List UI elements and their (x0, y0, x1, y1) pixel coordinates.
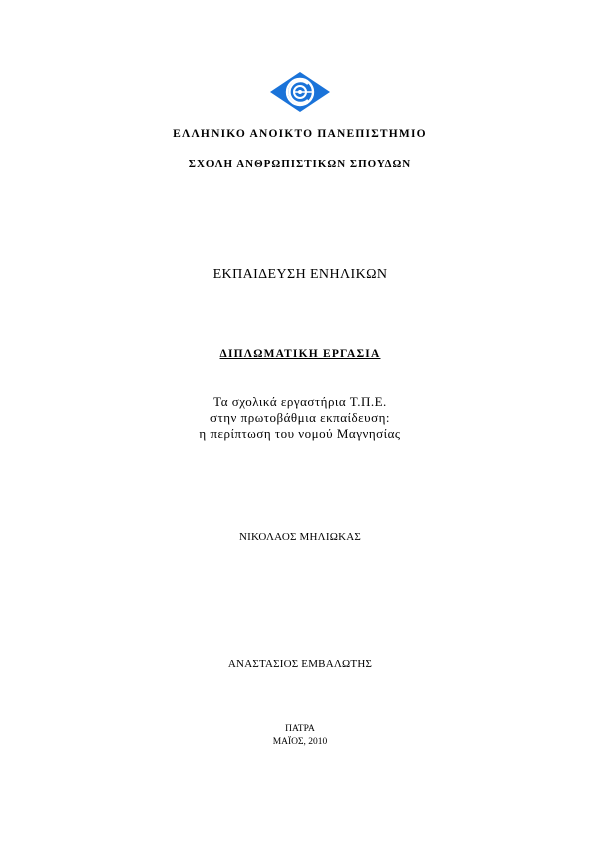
supervisor-name: ΑΝΑΣΤΑΣΙΟΣ ΕΜΒΑΛΩΤΗΣ (227, 658, 373, 670)
date: ΜΑΪΟΣ, 2010 (272, 737, 328, 747)
program-name: ΕΚΠΑΙΔΕΥΣΗ ΕΝΗΛΙΚΩΝ (212, 267, 388, 282)
school-name: ΣΧΟΛΗ ΑΝΘΡΩΠΙΣΤΙΚΩΝ ΣΠΟΥΔΩΝ (188, 158, 412, 170)
university-logo (268, 70, 332, 114)
author-name: ΝΙΚΟΛΑΟΣ ΜΗΛΙΩΚΑΣ (238, 531, 361, 543)
thesis-title (0, 394, 600, 442)
thesis-title-line: Τα σχολικά εργαστήρια Τ.Π.Ε. (213, 394, 387, 409)
thesis-title-line: η περίπτωση του νομού Μαγνησίας (199, 426, 401, 441)
city: ΠΑΤΡΑ (285, 724, 315, 734)
thesis-title-line: στην πρωτοβάθμια εκπαίδευση: (210, 410, 390, 425)
document-type: ΔΙΠΛΩΜΑΤΙΚΗ ΕΡΓΑΣΙΑ (219, 348, 381, 360)
university-name: ΕΛΛΗΝΙΚΟ ΑΝΟΙΚΤΟ ΠΑΝΕΠΙΣΤΗΜΙΟ (173, 128, 427, 140)
